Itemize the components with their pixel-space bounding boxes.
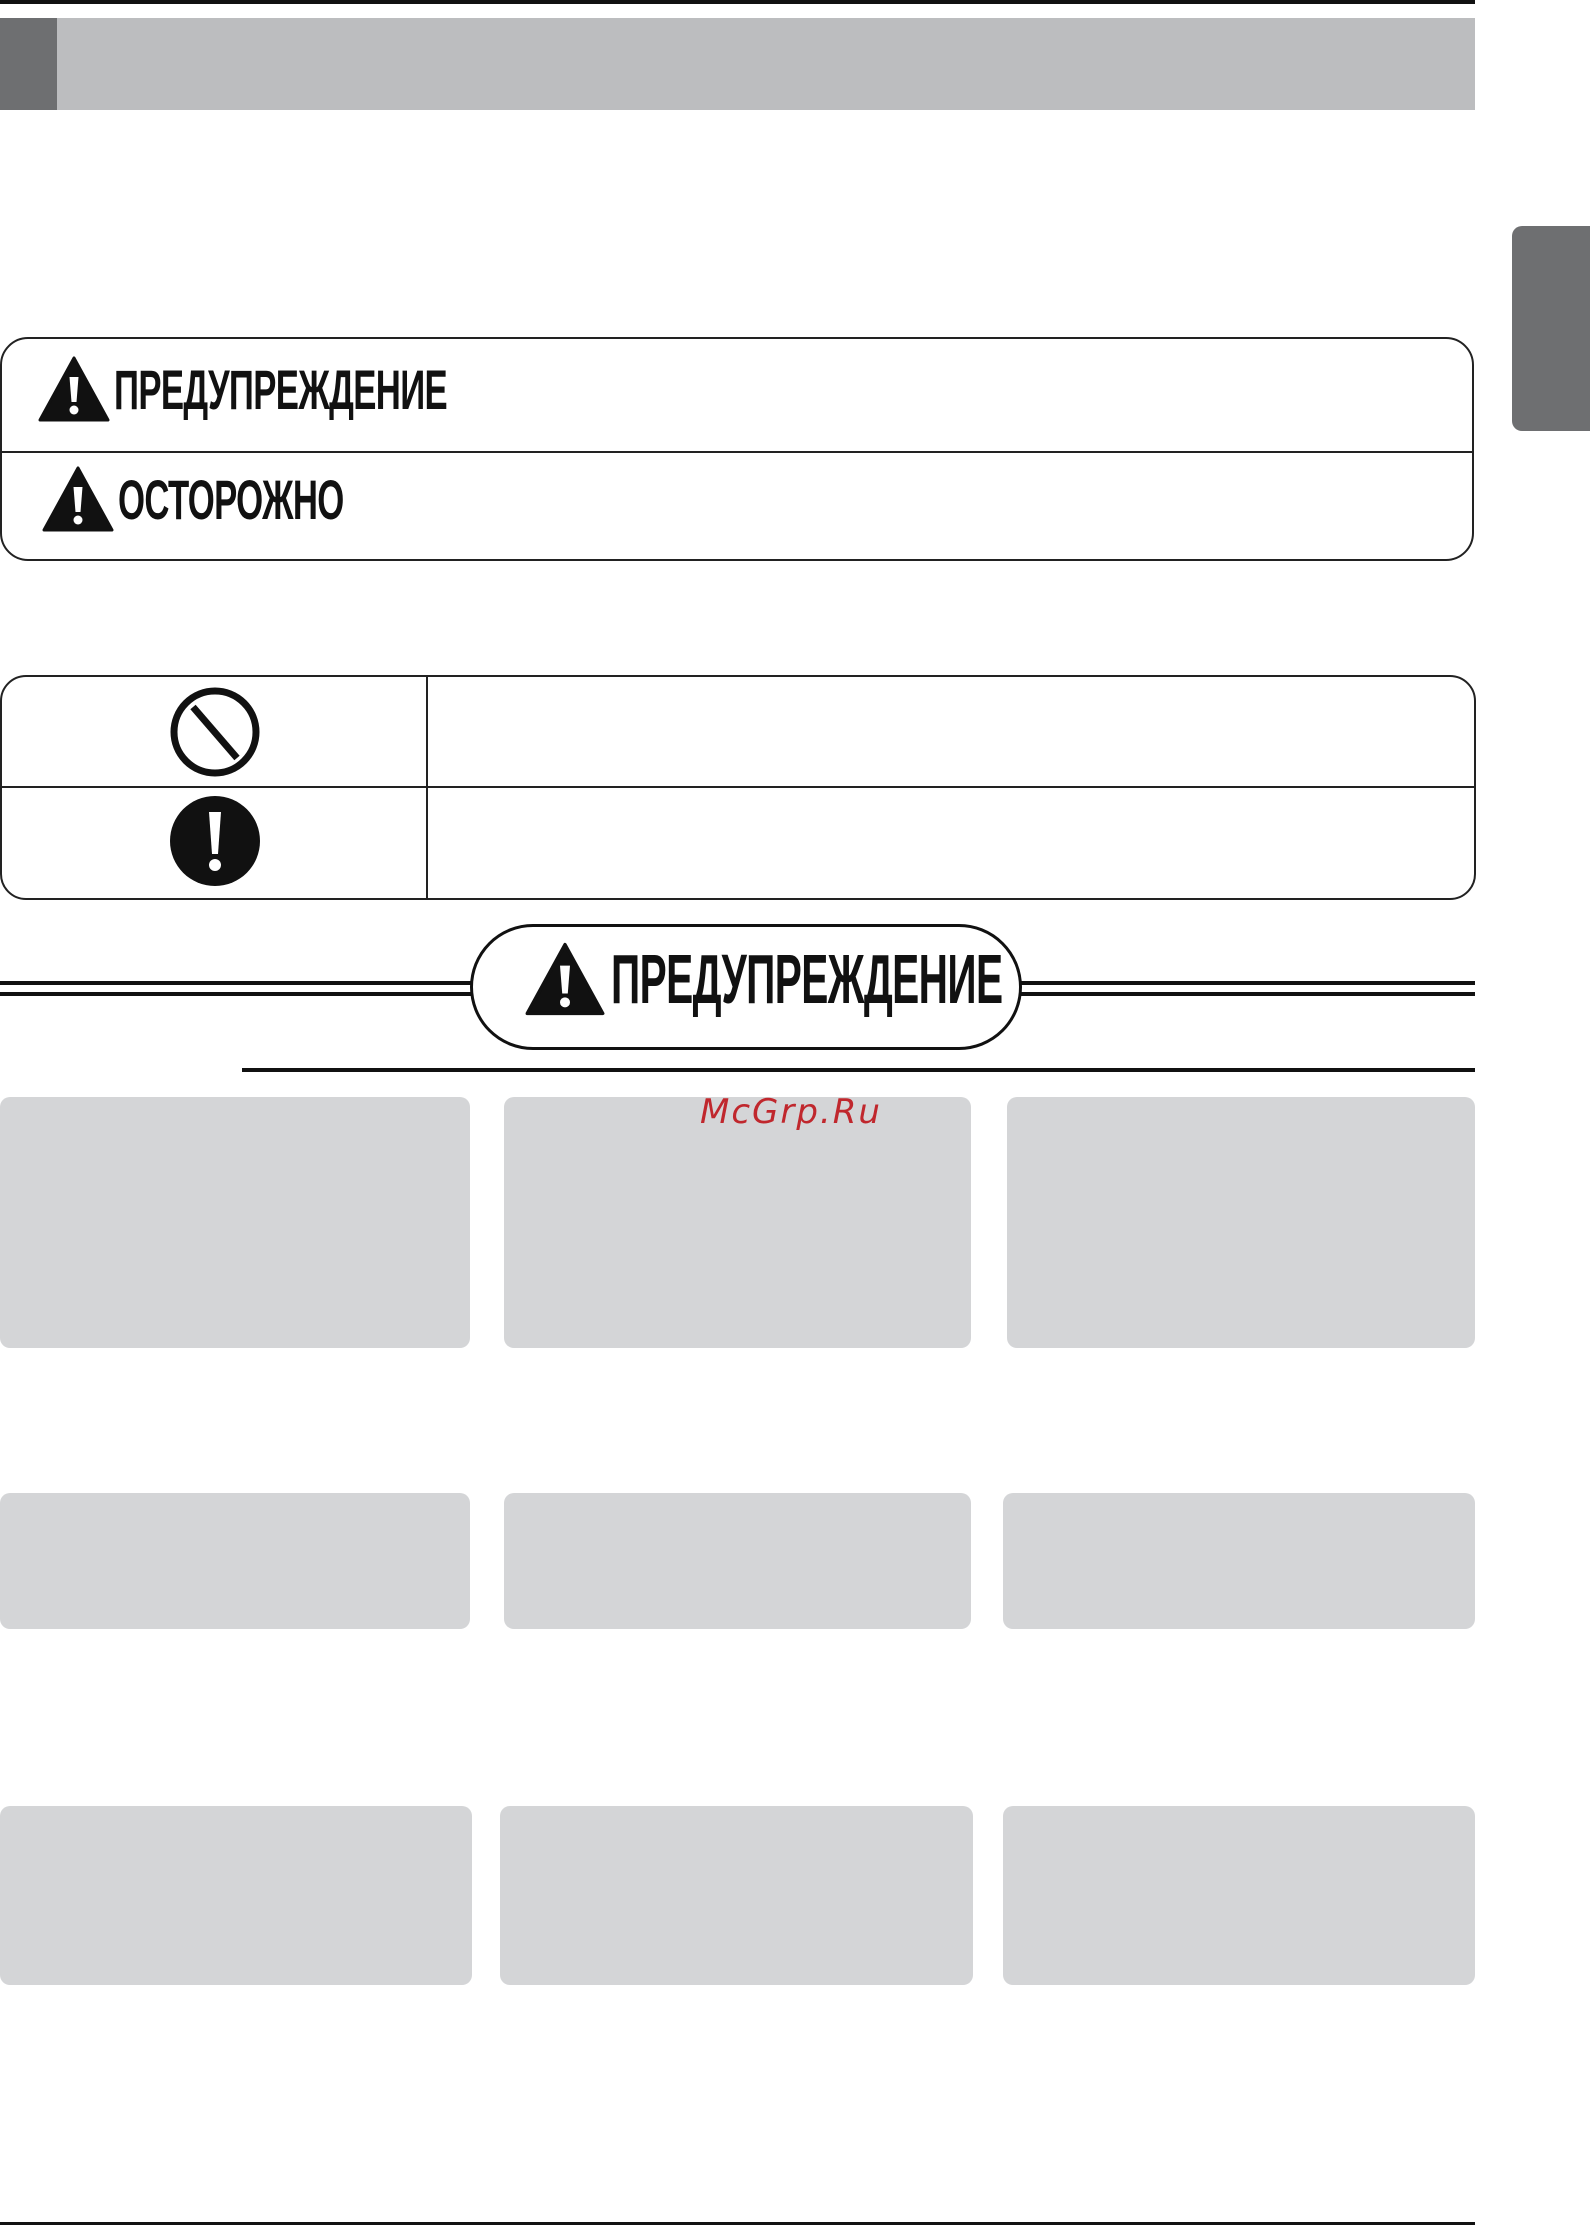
symbols-row-divider <box>2 786 1474 788</box>
banner-content <box>525 939 1286 1019</box>
prohibition-icon <box>168 685 262 779</box>
signal-words-box <box>0 337 1474 561</box>
watermark-text: McGrp.Ru <box>700 1092 882 1132</box>
section-sub-rule <box>242 1068 1475 1072</box>
banner-label: ПРЕДУПРЕЖДЕНИЕ <box>611 940 1003 1018</box>
illustration-panel <box>1003 1493 1475 1629</box>
illustration-panel <box>0 1493 470 1629</box>
symbols-table <box>0 675 1476 900</box>
side-index-tab <box>1512 226 1590 431</box>
warning-banner <box>470 924 1022 1050</box>
illustration-panel <box>500 1806 973 1985</box>
warning-triangle-icon <box>38 355 110 423</box>
illustration-panel <box>0 1097 470 1348</box>
header-tab-dark <box>0 18 57 110</box>
illustration-panel <box>504 1097 971 1348</box>
banner-line-left-top <box>0 981 472 985</box>
warning-label: ПРЕДУПРЕЖДЕНИЕ <box>114 357 448 421</box>
illustration-panel <box>504 1493 971 1629</box>
bottom-rule <box>0 2222 1475 2225</box>
illustration-panel <box>1007 1097 1475 1348</box>
banner-line-left-bottom <box>0 992 472 996</box>
signal-divider <box>2 451 1472 453</box>
caution-triangle-icon <box>42 465 114 533</box>
illustration-panel <box>1003 1806 1475 1985</box>
caution-label: ОСТОРОЖНО <box>118 467 344 531</box>
illustration-panel <box>0 1806 472 1985</box>
banner-warning-triangle-icon <box>525 941 605 1017</box>
warning-row <box>38 355 651 423</box>
top-rule <box>0 0 1475 4</box>
mandatory-action-icon <box>168 794 262 888</box>
page-header-bar <box>57 18 1475 110</box>
caution-row <box>42 465 482 533</box>
